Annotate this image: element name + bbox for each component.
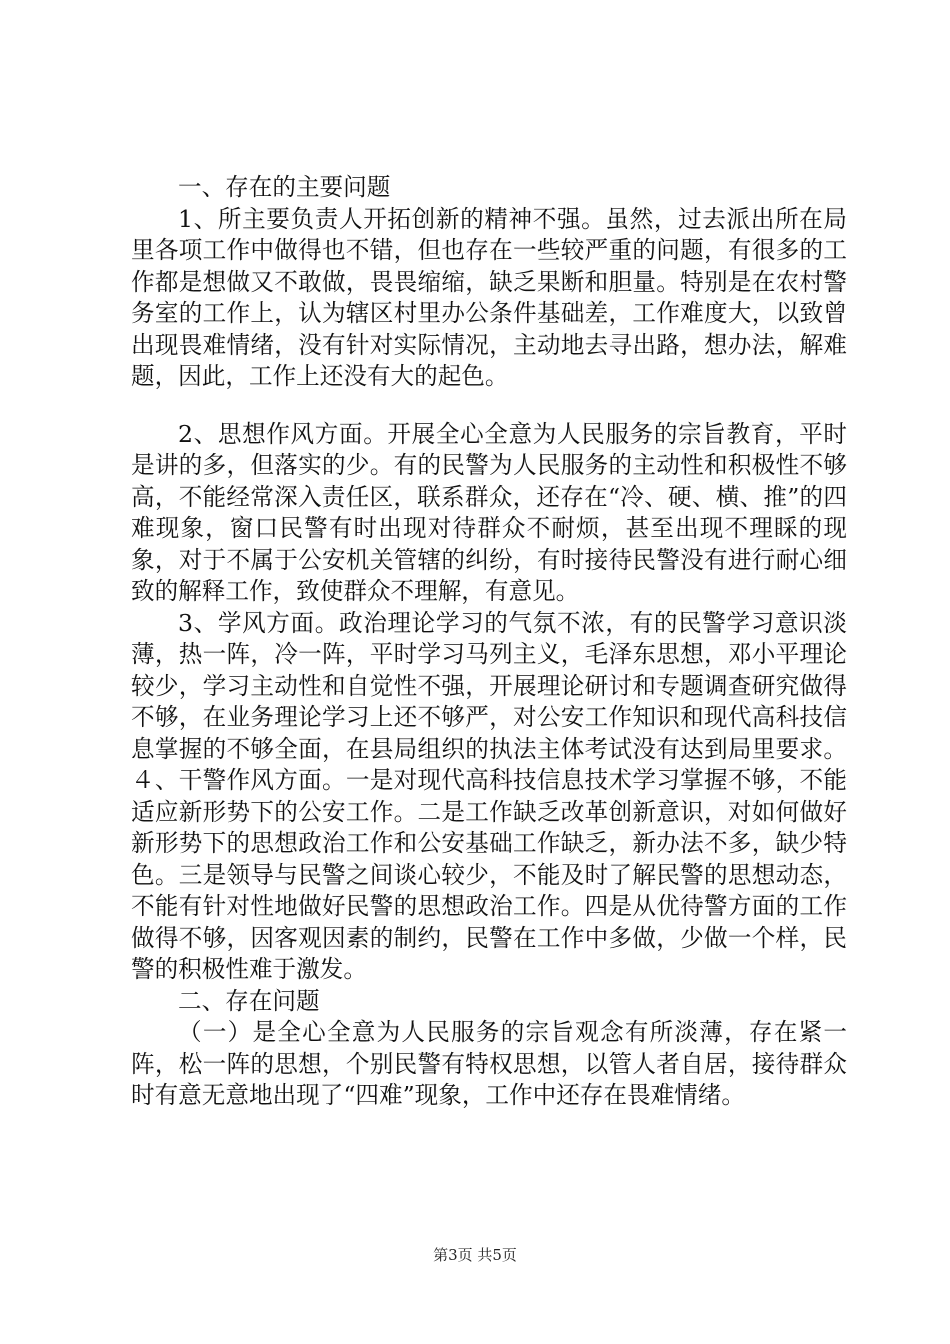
section-heading-main-problems: 一、存在的主要问题 bbox=[178, 173, 391, 201]
paragraph-spacer bbox=[131, 393, 847, 419]
page-indicator: 第3页 共5页 bbox=[433, 1246, 517, 1264]
paragraph-service-concept: （一）是全心全意为人民服务的宗旨观念有所淡薄，存在紧一阵，松一阵的思想，个别民警有特权思想，以管人者自居，接待群众时有意无意地出现了“四难”现象，工作中还存在畏难情绪。 bbox=[131, 1018, 847, 1109]
section-heading-existing-problems: 二、存在问题 bbox=[178, 986, 320, 1015]
paragraph-thought-style: 2、思想作风方面。开展全心全意为人民服务的宗旨教育，平时是讲的多，但落实的少。有的民警为人民服务的主动性和积极性不够高，不能经常深入责任区，联系群众，还存在“冷、硬、横、推”的四难现象，窗口民警有时出现对待群众不耐烦，甚至出现不理睬的现象，对于不属于公安机关管辖的纠纷，有时接待民警没有进行耐心细致的解释工作，致使群众不理解，有意见。 bbox=[131, 419, 847, 605]
document-body bbox=[131, 172, 847, 1112]
paragraph-leader-innovation: 1、所主要负责人开拓创新的精神不强。虽然，过去派出所在局里各项工作中做得也不错，但也存在一些较严重的问题，有很多的工作都是想做又不敢做，畏畏缩缩，缺乏果断和胆量。特别是在农村警务室的工作上，认为辖区村里办公条件基础差，工作难度大，以致曾出现畏难情绪，没有针对实际情况，主动地去寻出路，想办法，解难题，因此，工作上还没有大的起色。 bbox=[131, 204, 847, 390]
paragraph-study-style: 3、学风方面。政治理论学习的气氛不浓，有的民警学习意识淡薄，热一阵，冷一阵，平时学习马列主义，毛泽东思想，邓小平理论较少，学习主动性和自觉性不强，开展理论研讨和专题调查研究做得不够，在业务理论学习上还不够严，对公安工作知识和现代高科技信息掌握的不够全面，在县局组织的执法主体考试没有达到局里要求。４、干警作风方面。一是对现代高科技信息技术学习掌握不够，不能适应新形势下的公安工作。二是工作缺乏改革创新意识，对如何做好新形势下的思想政治工作和公安基础工作缺乏，新办法不多，缺少特色。三是领导与民警之间谈心较少，不能及时了解民警的思想动态，不能有针对性地做好民警的思想政治工作。四是从优待警方面的工作做得不够，因客观因素的制约，民警在工作中多做，少做一个样，民警的积极性难于激发。 bbox=[131, 608, 847, 983]
